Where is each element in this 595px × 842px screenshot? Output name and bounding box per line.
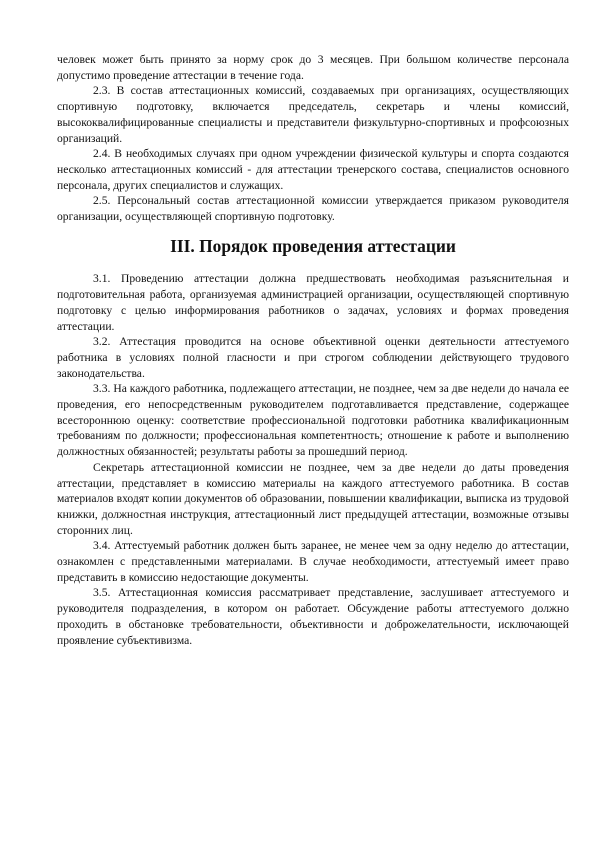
section-heading: III. Порядок проведения аттестации [170, 235, 456, 256]
spacer [57, 254, 569, 271]
paragraph-secretary: Секретарь аттестационной комиссии не позднее, чем за две недели до даты проведения аттестации, представляет в комиссию материалы на каждого аттестуемого работника. В состав материалов входят копии документов об образовании, повышении квалификации, выписка из трудовой книжки, должностная инструкция, аттестационный лист предыдущей аттестации, возможные отзывы сторонних лиц. [57, 460, 569, 537]
paragraph-2-5: 2.5. Персональный состав аттестационной комиссии утверждается приказом руководителя организации, осуществляющей спортивную подготовку. [57, 194, 569, 224]
paragraph-3-1: 3.1. Проведению аттестации должна предшествовать необходимая разъяснительная и подготовительная работа, организуемая администрацией организации, осуществляющей спортивную подготовку с целью информирования работников о задачах, условиях и формах проведения аттестации. [57, 272, 569, 333]
document-page [57, 52, 569, 648]
paragraph-2-4: 2.4. В необходимых случаях при одном учреждении физической культуры и спорта создаются несколько аттестационных комиссий - для аттестации тренерского состава, специалистов основного персонала, других специалистов и служащих. [57, 147, 569, 192]
paragraph-3-4: 3.4. Аттестуемый работник должен быть заранее, не менее чем за одну неделю до аттестации, ознакомлен с представленными материалами. В случае необходимости, аттестуемый имеет право представить в комиссию недостающие документы. [57, 539, 569, 584]
paragraph-3-5: 3.5. Аттестационная комиссия рассматривает представление, заслушивает аттестуемого и руководителя подразделения, в котором он работает. Обсуждение работы аттестуемого должно проходить в обстановке требовательности, объективности и доброжелательности, исключающей проявление субъективизма. [57, 586, 569, 647]
paragraph-2-3: 2.3. В состав аттестационных комиссий, создаваемых при организациях, осуществляющих спортивную подготовку, включается председатель, секретарь и члены комиссий, высококвалифицированные специалисты и представители физкультурно-спортивных и профсоюзных организаций. [57, 84, 569, 145]
paragraph-3-3: 3.3. На каждого работника, подлежащего аттестации, не позднее, чем за две недели до начала ее проведения, его непосредственным руководителем подготавливается представление, содержащее всестороннюю оценку: соответствие профессиональной подготовки работника квалификационным требованиям по должности; профессиональная компетентность; отношение к работе и выполнению должностных обязанностей; результаты работы за прошедший период. [57, 382, 569, 459]
paragraph-3-2: 3.2. Аттестация проводится на основе объективной оценки деятельности аттестуемого работника в условиях полной гласности и при строгом соблюдении действующего трудового законодательства. [57, 335, 569, 380]
paragraph-intro: человек может быть принято за норму срок до 3 месяцев. При большом количестве персонала допустимо проведение аттестации в течение года. [57, 53, 569, 82]
